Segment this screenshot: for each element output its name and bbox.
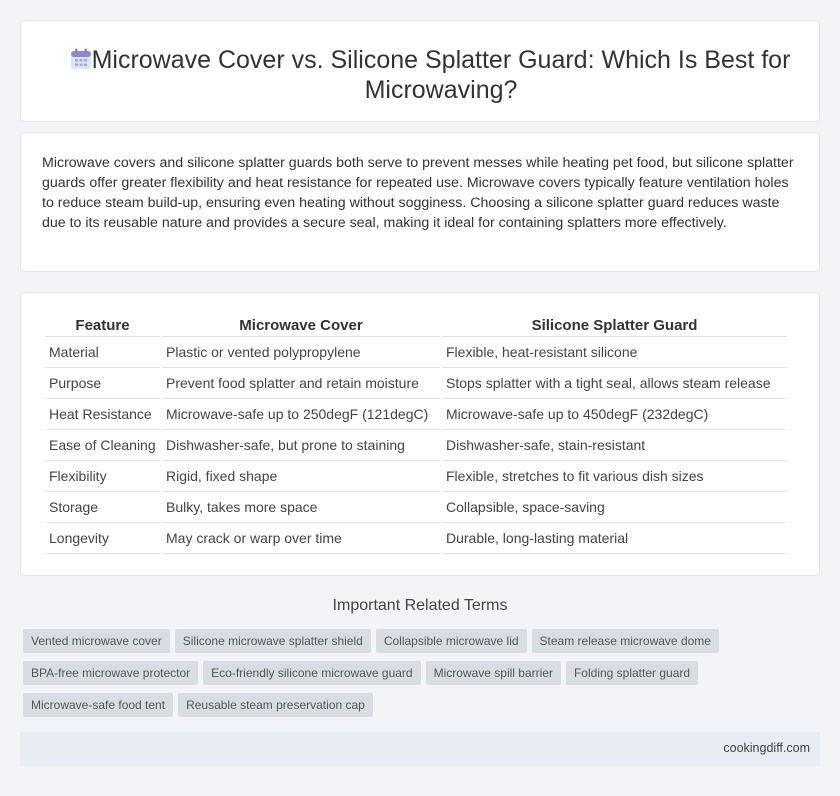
cell-feature: Flexibility — [45, 461, 160, 492]
cell-silicone-guard: Flexible, stretches to fit various dish sizes — [442, 461, 787, 492]
comparison-card — [20, 292, 820, 576]
cell-microwave-cover: Microwave-safe up to 250degF (121degC) — [162, 399, 440, 430]
table-row — [45, 430, 787, 461]
page-title: Microwave Cover vs. Silicone Splatter Guard: Which Is Best for Microwaving? — [91, 46, 791, 104]
cell-microwave-cover: Plastic or vented polypropylene — [162, 337, 440, 368]
cell-feature: Material — [45, 337, 160, 368]
related-term-tag[interactable]: Eco-friendly silicone microwave guard — [203, 661, 420, 685]
cell-feature: Heat Resistance — [45, 399, 160, 430]
title-card — [20, 20, 820, 122]
related-term-tag[interactable]: BPA-free microwave protector — [23, 661, 198, 685]
related-terms-title: Important Related Terms — [332, 597, 508, 614]
related-term-tag[interactable]: Silicone microwave splatter shield — [175, 629, 371, 653]
related-terms-list — [23, 629, 783, 725]
header-microwave-cover: Microwave Cover — [162, 315, 440, 337]
cell-silicone-guard: Microwave-safe up to 450degF (232degC) — [442, 399, 787, 430]
related-term-tag[interactable]: Vented microwave cover — [23, 629, 170, 653]
table-row — [45, 399, 787, 430]
cell-silicone-guard: Stops splatter with a tight seal, allows steam release — [442, 368, 787, 399]
cell-feature: Purpose — [45, 368, 160, 399]
footer-bar — [20, 732, 820, 766]
cell-feature: Longevity — [45, 523, 160, 554]
related-term-tag[interactable]: Microwave spill barrier — [426, 661, 561, 685]
table-row — [45, 368, 787, 399]
header-silicone-splatter-guard: Silicone Splatter Guard — [442, 315, 787, 337]
cell-microwave-cover: May crack or warp over time — [162, 523, 440, 554]
cell-microwave-cover: Prevent food splatter and retain moisture — [162, 368, 440, 399]
intro-card — [20, 132, 820, 272]
cell-feature: Storage — [45, 492, 160, 523]
table-row — [45, 461, 787, 492]
related-term-tag[interactable]: Reusable steam preservation cap — [178, 693, 373, 717]
cell-microwave-cover: Rigid, fixed shape — [162, 461, 440, 492]
comparison-table — [43, 315, 789, 554]
cell-silicone-guard: Durable, long-lasting material — [442, 523, 787, 554]
intro-paragraph: Microwave covers and silicone splatter guards both serve to prevent messes while heating pet food, but silicone splatter guards offer greater flexibility and heat resistance for repeated use. Microwave covers typically feature ventilation holes to reduce steam build-up, ensuring even heating without sogginess. Choosing a silicone splatter guard reduces waste due to its reusable nature and provides a secure seal, making it ideal for containing splatters more effectively. — [42, 155, 794, 231]
related-term-tag[interactable]: Microwave-safe food tent — [23, 693, 173, 717]
table-row — [45, 492, 787, 523]
header-feature: Feature — [45, 315, 160, 337]
table-header-row — [45, 315, 787, 337]
table-row — [45, 337, 787, 368]
cell-silicone-guard: Collapsible, space-saving — [442, 492, 787, 523]
related-term-tag[interactable]: Steam release microwave dome — [532, 629, 719, 653]
cell-microwave-cover: Dishwasher-safe, but prone to staining — [162, 430, 440, 461]
related-term-tag[interactable]: Folding splatter guard — [566, 661, 698, 685]
cell-silicone-guard: Flexible, heat-resistant silicone — [442, 337, 787, 368]
related-term-tag[interactable]: Collapsible microwave lid — [376, 629, 527, 653]
cell-microwave-cover: Bulky, takes more space — [162, 492, 440, 523]
cell-silicone-guard: Dishwasher-safe, stain-resistant — [442, 430, 787, 461]
table-row — [45, 523, 787, 554]
cell-feature: Ease of Cleaning — [45, 430, 160, 461]
footer-site-link[interactable]: cookingdiff.com — [723, 741, 810, 755]
